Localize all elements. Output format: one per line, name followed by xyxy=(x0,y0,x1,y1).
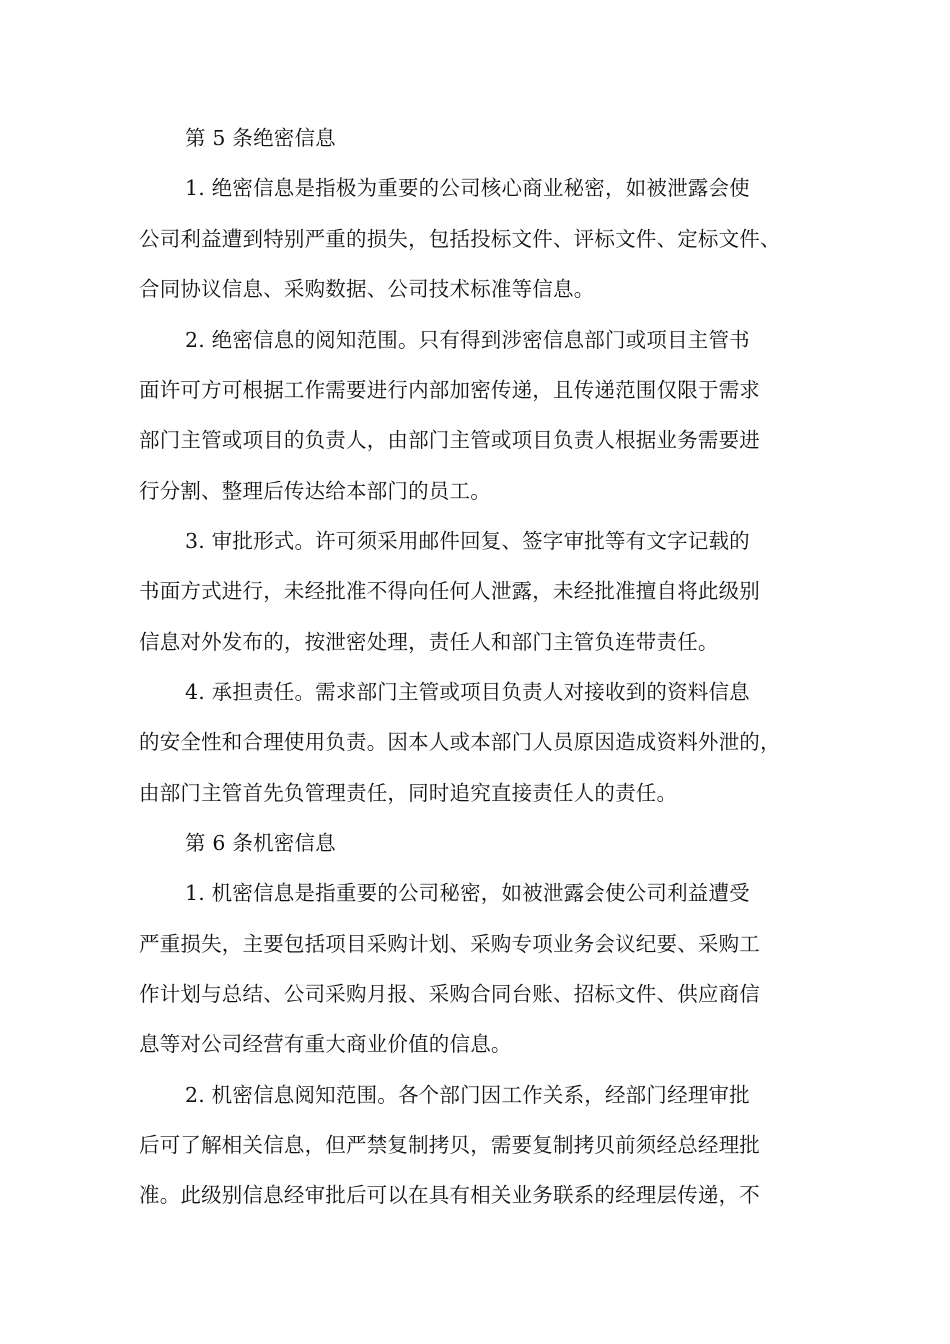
paragraph-line: 4. 承担责任。需求部门主管或项目负责人对接收到的资料信息 xyxy=(185,680,750,704)
paragraph-line: 行分割、整理后传达给本部门的员工。 xyxy=(139,479,491,503)
paragraph-line: 部门主管或项目的负责人，由部门主管或项目负责人根据业务需要进 xyxy=(139,428,760,452)
paragraph-line: 2. 绝密信息的阅知范围。只有得到涉密信息部门或项目主管书 xyxy=(185,328,750,352)
paragraph-line: 合同协议信息、采购数据、公司技术标准等信息。 xyxy=(139,277,595,301)
paragraph-line: 后可了解相关信息，但严禁复制拷贝，需要复制拷贝前须经总经理批 xyxy=(139,1133,760,1157)
paragraph-line: 的安全性和合理使用负责。因本人或本部门人员原因造成资料外泄的， xyxy=(139,730,781,754)
paragraph-line: 严重损失，主要包括项目采购计划、采购专项业务会议纪要、采购工 xyxy=(139,932,760,956)
paragraph-line: 1. 绝密信息是指极为重要的公司核心商业秘密，如被泄露会使 xyxy=(185,176,750,200)
paragraph-line: 息等对公司经营有重大商业价值的信息。 xyxy=(139,1032,512,1056)
paragraph-line: 公司利益遭到特别严重的损失，包括投标文件、评标文件、定标文件、 xyxy=(139,227,781,251)
paragraph-line: 准。此级别信息经审批后可以在具有相关业务联系的经理层传递，不 xyxy=(139,1183,760,1207)
paragraph-line: 信息对外发布的，按泄密处理，责任人和部门主管负连带责任。 xyxy=(139,630,719,654)
heading-article-5: 第 5 条绝密信息 xyxy=(185,126,336,150)
heading-article-6: 第 6 条机密信息 xyxy=(185,831,336,855)
paragraph-line: 由部门主管首先负管理责任，同时追究直接责任人的责任。 xyxy=(139,781,678,805)
paragraph-line: 3. 审批形式。许可须采用邮件回复、签字审批等有文字记载的 xyxy=(185,529,750,553)
paragraph-line: 面许可方可根据工作需要进行内部加密传递，且传递范围仅限于需求 xyxy=(139,378,760,402)
paragraph-line: 作计划与总结、公司采购月报、采购合同台账、招标文件、供应商信 xyxy=(139,982,760,1006)
paragraph-line: 书面方式进行，未经批准不得向任何人泄露，未经批准擅自将此级别 xyxy=(139,579,760,603)
paragraph-line: 2. 机密信息阅知范围。各个部门因工作关系，经部门经理审批 xyxy=(185,1083,750,1107)
paragraph-line: 1. 机密信息是指重要的公司秘密，如被泄露会使公司利益遭受 xyxy=(185,881,750,905)
